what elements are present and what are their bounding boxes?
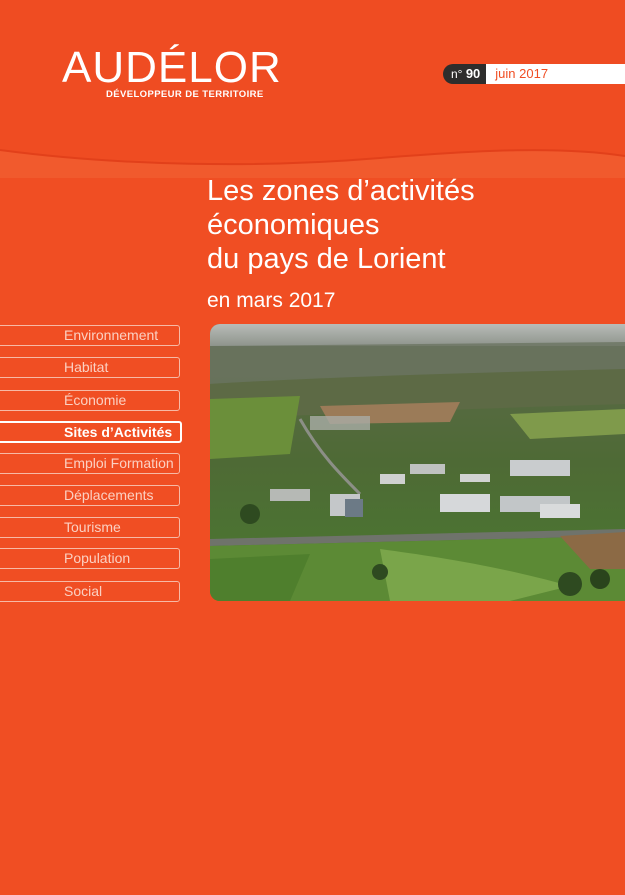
nav-item-label: Population bbox=[64, 550, 131, 566]
issue-prefix: n° bbox=[451, 67, 463, 81]
nav-item-environnement[interactable] bbox=[0, 325, 180, 346]
nav-item-economie[interactable] bbox=[0, 390, 180, 411]
nav-item-label: Habitat bbox=[64, 359, 109, 375]
nav-item-label: Emploi Formation bbox=[64, 455, 174, 471]
nav-item-label: Tourisme bbox=[64, 519, 121, 535]
issue-number: 90 bbox=[465, 66, 481, 81]
aerial-photo bbox=[210, 324, 625, 601]
logo-tagline: DÉVELOPPEUR DE TERRITOIRE bbox=[106, 89, 264, 100]
nav-item-label: Économie bbox=[64, 392, 127, 408]
title-line-2: économiques bbox=[207, 209, 380, 241]
audelor-logo bbox=[62, 43, 282, 100]
nav-item-label: Sites d’Activités bbox=[64, 424, 173, 440]
nav-item-habitat[interactable] bbox=[0, 357, 180, 378]
issue-badge bbox=[443, 64, 625, 84]
title-line-3: du pays de Lorient bbox=[207, 243, 446, 275]
nav-item-social[interactable] bbox=[0, 581, 180, 602]
nav-item-emploi-formation[interactable] bbox=[0, 453, 180, 474]
title-line-1: Les zones d’activités bbox=[207, 175, 475, 207]
nav-item-label: Social bbox=[64, 583, 103, 599]
issue-number-box bbox=[443, 64, 486, 84]
report-subtitle: en mars 2017 bbox=[207, 289, 336, 312]
report-title bbox=[207, 174, 475, 276]
nav-item-label: Déplacements bbox=[64, 487, 154, 503]
nav-item-population[interactable] bbox=[0, 548, 180, 569]
aerial-photo-image bbox=[210, 324, 625, 601]
nav-item-sites-activites[interactable] bbox=[0, 421, 182, 443]
issue-date: juin 2017 bbox=[486, 64, 625, 84]
nav-item-tourisme[interactable] bbox=[0, 517, 180, 538]
nav-item-deplacements[interactable] bbox=[0, 485, 180, 506]
logo-wordmark: AUDÉLOR bbox=[62, 43, 282, 92]
nav-item-label: Environnement bbox=[64, 327, 159, 343]
header-wave bbox=[0, 138, 625, 178]
